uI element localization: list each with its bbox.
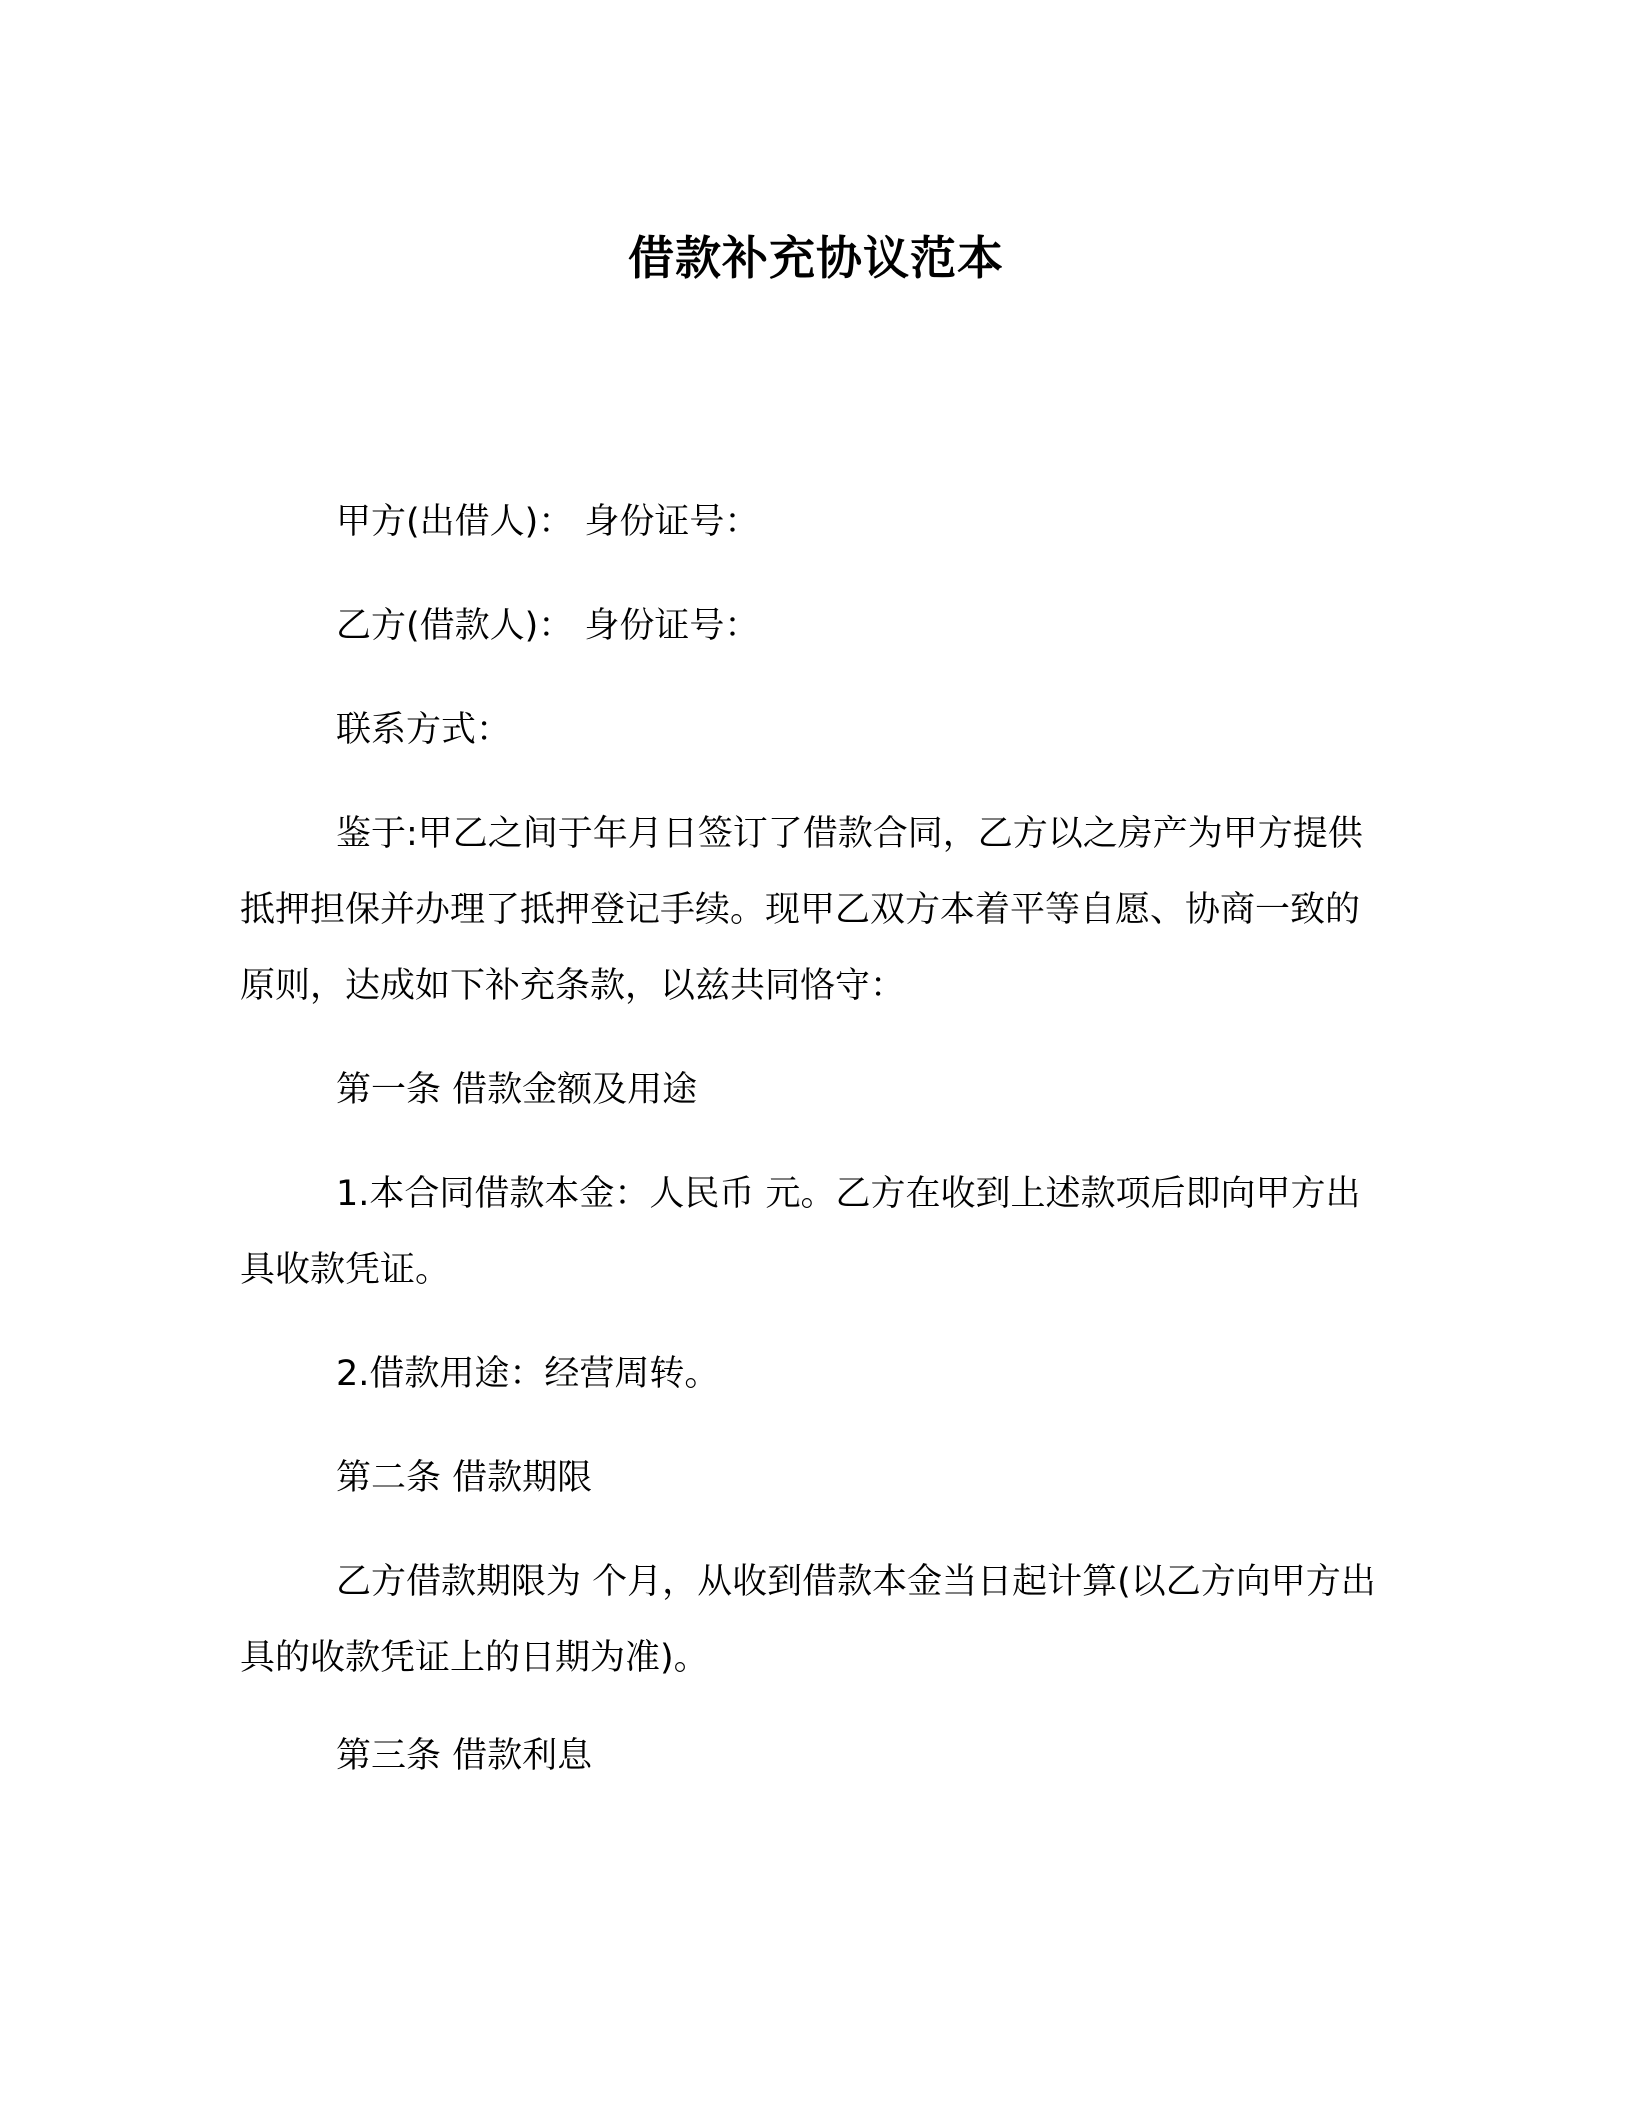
article-1-heading: 第一条 借款金额及用途 — [336, 1070, 698, 1110]
article-1-clause-1: 1.本合同借款本金：人民币 元。乙方在收到上述款项后即向甲方出具收款凭证。 — [240, 1174, 1361, 1290]
party-b-line: 乙方(借款人)： 身份证号： — [336, 606, 760, 646]
article-2-heading: 第二条 借款期限 — [336, 1458, 593, 1498]
article-3-heading: 第三条 借款利息 — [336, 1736, 593, 1776]
contact-line: 联系方式： — [336, 710, 512, 750]
article-2-body: 乙方借款期限为 个月，从收到借款本金当日起计算(以乙方向甲方出具的收款凭证上的日期为准)。 — [240, 1562, 1376, 1678]
preamble-paragraph: 鉴于:甲乙之间于年月日签订了借款合同，乙方以之房产为甲方提供抵押担保并办理了抵押登记手续。现甲乙双方本着平等自愿、协商一致的原则，达成如下补充条款，以兹共同恪守： — [240, 814, 1363, 1006]
article-1-clause-2: 2.借款用途：经营周转。 — [336, 1354, 720, 1394]
document-title: 借款补充协议范本 — [628, 231, 1004, 285]
party-a-line: 甲方(出借人)： 身份证号： — [336, 502, 760, 542]
